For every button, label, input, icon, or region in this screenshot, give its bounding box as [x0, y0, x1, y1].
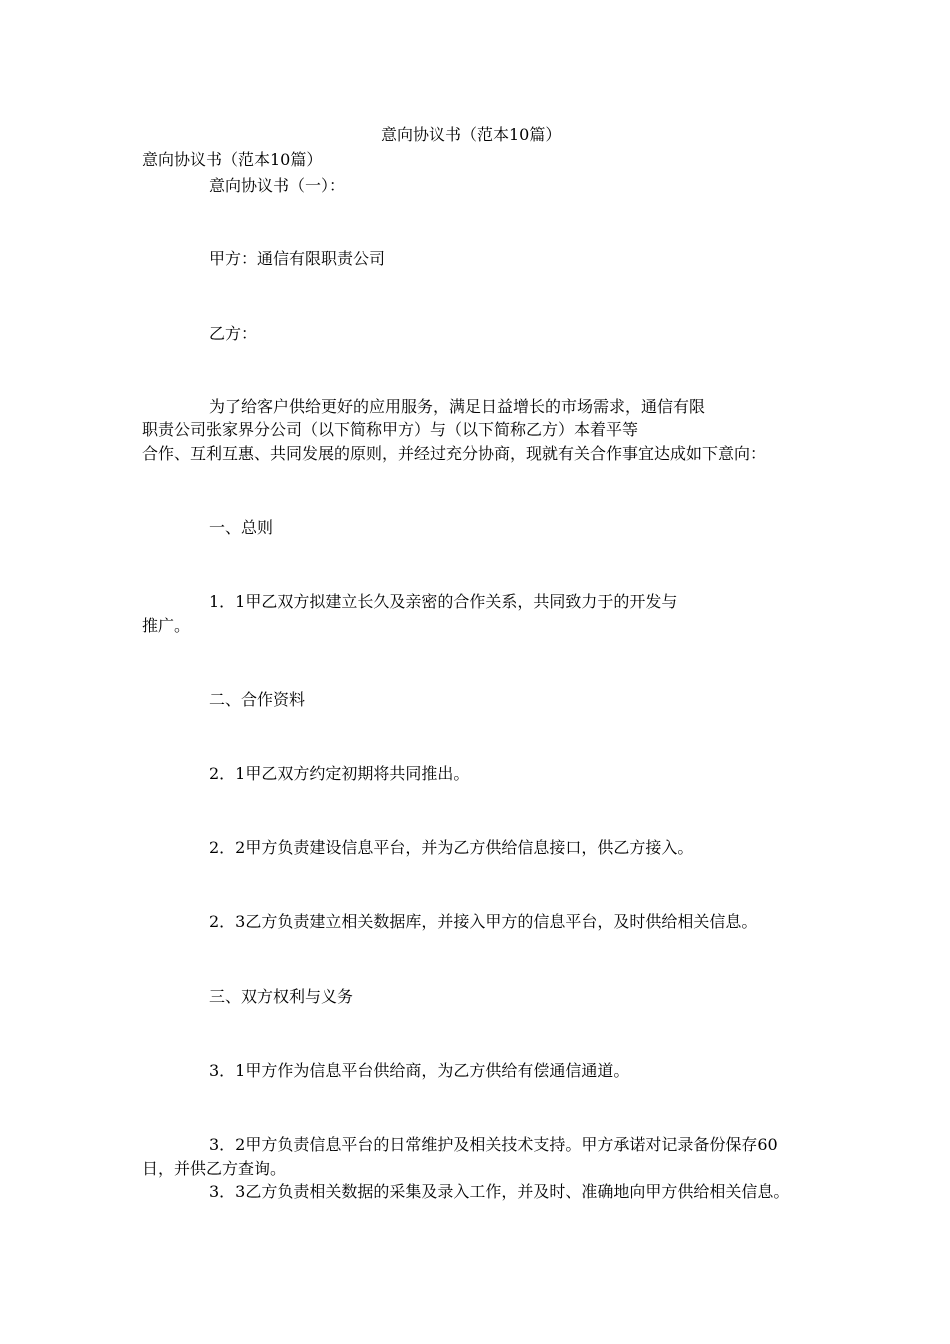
section-heading: 意向协议书（一）：	[209, 176, 346, 195]
section-2-title: 二、合作资料	[209, 690, 306, 709]
clause-2-2: 2．2甲方负责建设信息平台，并为乙方供给信息接口，供乙方接入。	[209, 838, 694, 857]
intro-line-3: 合作、互利互惠、共同发展的原则，并经过充分协商，现就有关合作事宜达成如下意向：	[142, 444, 767, 463]
clause-2-1: 2．1甲乙双方约定初期将共同推出。	[209, 764, 470, 783]
section-1-title: 一、总则	[209, 518, 274, 537]
clause-3-2-line-2: 日，并供乙方查询。	[142, 1159, 287, 1178]
party-b: 乙方：	[209, 324, 258, 343]
section-3-title: 三、双方权利与义务	[209, 987, 354, 1006]
document-subtitle: 意向协议书（范本10篇）	[142, 150, 323, 169]
clause-3-1: 3．1甲方作为信息平台供给商，为乙方供给有偿通信通道。	[209, 1061, 630, 1080]
clause-1-1-line-1: 1．1甲乙双方拟建立长久及亲密的合作关系，共同致力于的开发与	[209, 592, 678, 611]
document-title: 意向协议书（范本10篇）	[381, 125, 562, 144]
clause-3-2-line-1: 3．2甲方负责信息平台的日常维护及相关技术支持。甲方承诺对记录备份保存60	[209, 1135, 778, 1154]
intro-line-1: 为了给客户供给更好的应用服务，满足日益增长的市场需求，通信有限	[209, 397, 706, 416]
party-a: 甲方：通信有限职责公司	[209, 249, 386, 268]
intro-line-2: 职责公司张家界分公司（以下简称甲方）与（以下简称乙方）本着平等	[142, 420, 639, 439]
clause-3-3: 3．3乙方负责相关数据的采集及录入工作，并及时、准确地向甲方供给相关信息。	[209, 1182, 790, 1201]
clause-1-1-line-2: 推广。	[142, 616, 191, 635]
clause-2-3: 2．3乙方负责建立相关数据库，并接入甲方的信息平台，及时供给相关信息。	[209, 912, 758, 931]
